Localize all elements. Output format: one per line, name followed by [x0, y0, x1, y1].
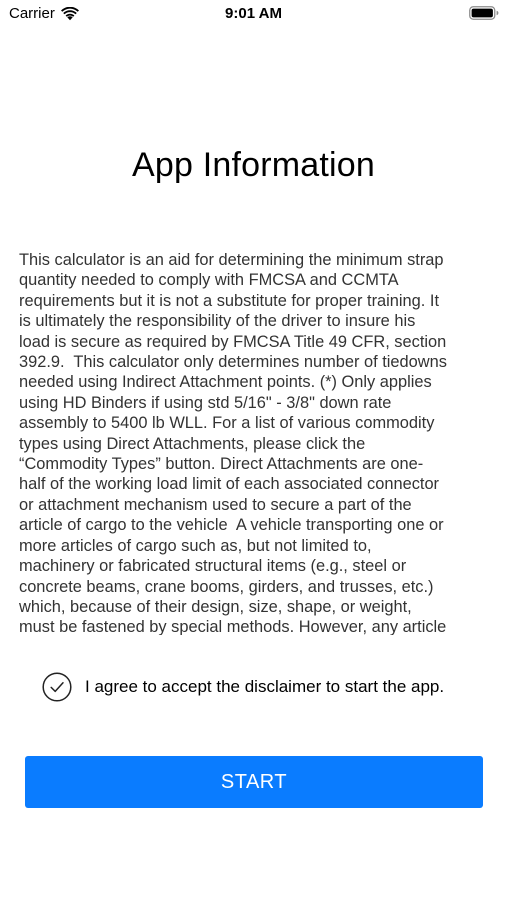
carrier-label: Carrier — [9, 5, 55, 22]
disclaimer-line: assembly to 5400 lb WLL. For a list of various commodity — [19, 414, 435, 433]
disclaimer-line: using HD Binders if using std 5/16" - 3/8" down rate — [19, 393, 392, 412]
agree-row[interactable] — [42, 672, 444, 702]
agree-label[interactable]: I agree to accept the disclaimer to start the app. — [85, 677, 445, 696]
disclaimer-line: needed using Indirect Attachment points. (*) Only applies — [19, 373, 432, 392]
disclaimer-line: 392.9. This calculator only determines number of tiedowns — [19, 353, 447, 372]
disclaimer-line: more articles of cargo such as, but not limited to, — [19, 536, 372, 555]
page-title: App Information — [131, 146, 376, 184]
disclaimer-line: article of cargo to the vehicle A vehicle transporting one or — [19, 516, 444, 535]
disclaimer-line: or attachment mechanism used to secure a part of the — [19, 495, 412, 514]
disclaimer-line: types using Direct Attachments, please click the — [19, 434, 366, 453]
disclaimer-line: concrete beams, crane booms, girders, and trusses, etc.) — [19, 577, 434, 596]
disclaimer-line: is ultimately the responsibility of the driver to insure his — [19, 312, 416, 331]
checkmark-circle-icon[interactable] — [42, 672, 72, 702]
disclaimer-text — [19, 250, 491, 635]
status-time: 9:01 AM — [225, 5, 282, 22]
start-button[interactable]: START — [25, 756, 483, 808]
battery-full-icon — [469, 6, 499, 20]
disclaimer-line: must be fastened by special methods. However, any article — [19, 618, 447, 635]
status-bar — [0, 0, 507, 28]
disclaimer-line: This calculator is an aid for determining the minimum strap — [19, 251, 444, 269]
disclaimer-line: requirements but it is not a substitute for proper training. It — [19, 291, 439, 310]
disclaimer-line: which, because of their design, size, shape, or weight, — [19, 597, 412, 616]
disclaimer-line: load is secure as required by FMCSA Title 49 CFR, section — [19, 332, 447, 351]
disclaimer-line: “Commodity Types” button. Direct Attachments are one- — [19, 455, 424, 474]
disclaimer-line: quantity needed to comply with FMCSA and CCMTA — [19, 271, 399, 290]
disclaimer-line: machinery or fabricated structural items (e.g., steel or — [19, 557, 407, 576]
disclaimer-scroll-view[interactable] — [19, 250, 491, 635]
disclaimer-line: half of the working load limit of each associated connector — [19, 475, 440, 494]
